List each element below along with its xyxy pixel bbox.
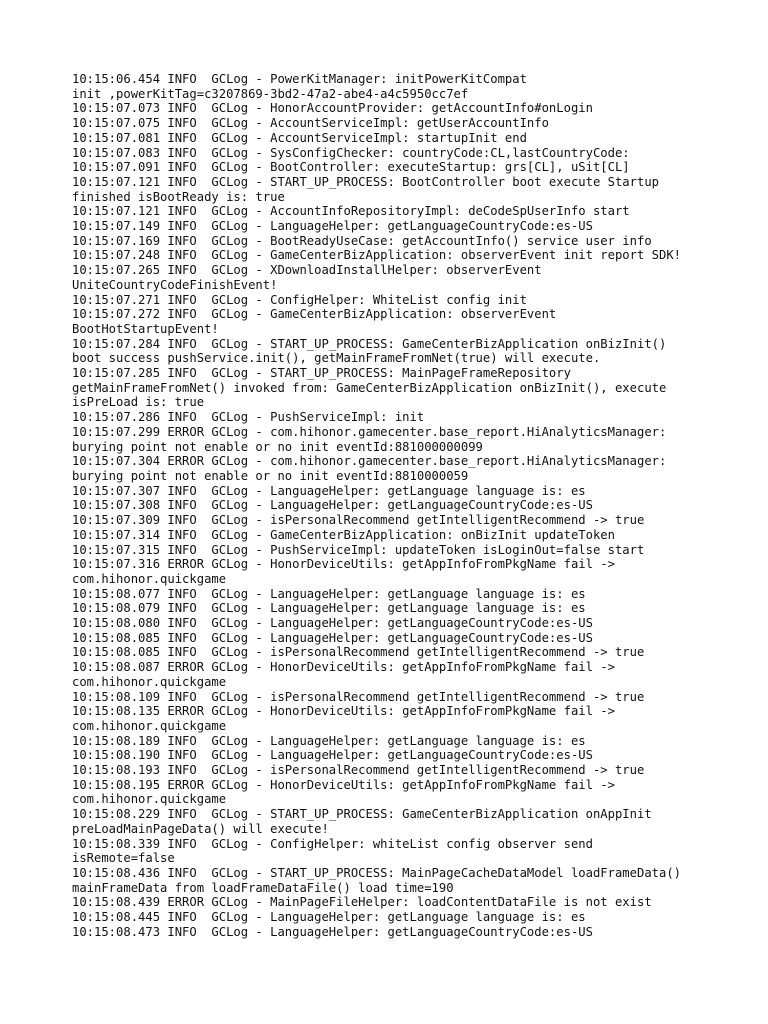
log-line: 10:15:07.314 INFO GCLog - GameCenterBizApplication: onBizInit updateToken bbox=[72, 527, 615, 542]
log-line: UniteCountryCodeFinishEvent! bbox=[72, 277, 278, 292]
log-line: 10:15:07.316 ERROR GCLog - HonorDeviceUtils: getAppInfoFromPkgName fail -> bbox=[72, 557, 615, 572]
log-line: preLoadMainPageData() will execute! bbox=[72, 821, 329, 836]
log-line: 10:15:07.284 INFO GCLog - START_UP_PROCESS: GameCenterBizApplication onBizInit() bbox=[72, 336, 667, 351]
log-line: getMainFrameFromNet() invoked from: GameCenterBizApplication onBizInit(), execute bbox=[72, 380, 667, 395]
log-line: 10:15:07.121 INFO GCLog - AccountInfoRepositoryImpl: deCodeSpUserInfo start bbox=[72, 204, 630, 219]
log-line: 10:15:08.195 ERROR GCLog - HonorDeviceUtils: getAppInfoFromPkgName fail -> bbox=[72, 777, 615, 792]
log-line: 10:15:08.109 INFO GCLog - isPersonalRecommend getIntelligentRecommend -> true bbox=[72, 689, 645, 704]
log-line: isRemote=false bbox=[72, 851, 175, 866]
log-line: 10:15:08.445 INFO GCLog - LanguageHelper: getLanguage language is: es bbox=[72, 910, 586, 925]
log-line: finished isBootReady is: true bbox=[72, 189, 285, 204]
log-line: 10:15:08.080 INFO GCLog - LanguageHelper: getLanguageCountryCode:es-US bbox=[72, 616, 593, 631]
log-document bbox=[72, 72, 712, 939]
log-line: 10:15:08.473 INFO GCLog - LanguageHelper: getLanguageCountryCode:es-US bbox=[72, 924, 593, 939]
log-line: 10:15:07.307 INFO GCLog - LanguageHelper: getLanguage language is: es bbox=[72, 483, 586, 498]
log-line: 10:15:08.190 INFO GCLog - LanguageHelper: getLanguageCountryCode:es-US bbox=[72, 748, 593, 763]
log-line: 10:15:07.083 INFO GCLog - SysConfigChecker: countryCode:CL,lastCountryCode: bbox=[72, 145, 630, 160]
log-line: 10:15:08.135 ERROR GCLog - HonorDeviceUtils: getAppInfoFromPkgName fail -> bbox=[72, 704, 615, 719]
log-line: 10:15:08.436 INFO GCLog - START_UP_PROCESS: MainPageCacheDataModel loadFrameData() bbox=[72, 865, 682, 880]
log-line: 10:15:08.189 INFO GCLog - LanguageHelper: getLanguage language is: es bbox=[72, 733, 586, 748]
log-line: 10:15:07.073 INFO GCLog - HonorAccountProvider: getAccountInfo#onLogin bbox=[72, 101, 593, 116]
log-line: 10:15:07.308 INFO GCLog - LanguageHelper: getLanguageCountryCode:es-US bbox=[72, 498, 593, 513]
log-line: com.hihonor.quickgame bbox=[72, 792, 227, 807]
log-line: burying point not enable or no init eventId:8810000059 bbox=[72, 468, 469, 483]
log-line: com.hihonor.quickgame bbox=[72, 718, 227, 733]
log-line: BootHotStartupEvent! bbox=[72, 321, 219, 336]
log-line: 10:15:08.339 INFO GCLog - ConfigHelper: whiteList config observer send bbox=[72, 836, 593, 851]
log-line: 10:15:07.285 INFO GCLog - START_UP_PROCESS: MainPageFrameRepository bbox=[72, 366, 571, 381]
log-line: 10:15:07.091 INFO GCLog - BootController: executeStartup: grs[CL], uSit[CL] bbox=[72, 160, 630, 175]
log-line: 10:15:08.085 INFO GCLog - LanguageHelper: getLanguageCountryCode:es-US bbox=[72, 630, 593, 645]
log-line: 10:15:08.085 INFO GCLog - isPersonalRecommend getIntelligentRecommend -> true bbox=[72, 645, 645, 660]
log-line: 10:15:07.265 INFO GCLog - XDownloadInstallHelper: observerEvent bbox=[72, 263, 542, 278]
log-line: burying point not enable or no init eventId:881000000099 bbox=[72, 439, 483, 454]
log-line: 10:15:07.169 INFO GCLog - BootReadyUseCase: getAccountInfo() service user info bbox=[72, 233, 652, 248]
log-line: 10:15:07.315 INFO GCLog - PushServiceImpl: updateToken isLoginOut=false start bbox=[72, 542, 645, 557]
log-line: 10:15:07.248 INFO GCLog - GameCenterBizApplication: observerEvent init report SDK! bbox=[72, 248, 682, 263]
log-line: init ,powerKitTag=c3207869-3bd2-47a2-abe4-a4c5950cc7ef bbox=[72, 86, 469, 101]
log-line: 10:15:07.149 INFO GCLog - LanguageHelper: getLanguageCountryCode:es-US bbox=[72, 219, 593, 234]
log-line: 10:15:06.454 INFO GCLog - PowerKitManager: initPowerKitCompat bbox=[72, 72, 527, 86]
log-line: 10:15:07.286 INFO GCLog - PushServiceImpl: init bbox=[72, 410, 425, 425]
log-line: com.hihonor.quickgame bbox=[72, 571, 227, 586]
log-line: 10:15:07.271 INFO GCLog - ConfigHelper: WhiteList config init bbox=[72, 292, 527, 307]
log-line: com.hihonor.quickgame bbox=[72, 674, 227, 689]
log-line: 10:15:08.077 INFO GCLog - LanguageHelper: getLanguage language is: es bbox=[72, 586, 586, 601]
log-line: 10:15:07.075 INFO GCLog - AccountServiceImpl: getUserAccountInfo bbox=[72, 116, 549, 131]
log-line: 10:15:08.079 INFO GCLog - LanguageHelper: getLanguage language is: es bbox=[72, 601, 586, 616]
log-line: isPreLoad is: true bbox=[72, 395, 205, 410]
log-line: 10:15:08.087 ERROR GCLog - HonorDeviceUtils: getAppInfoFromPkgName fail -> bbox=[72, 660, 615, 675]
log-line: 10:15:08.229 INFO GCLog - START_UP_PROCESS: GameCenterBizApplication onAppInit bbox=[72, 807, 652, 822]
log-line: 10:15:07.121 INFO GCLog - START_UP_PROCESS: BootController boot execute Startup bbox=[72, 174, 659, 189]
log-line: boot success pushService.init(), getMainFrameFromNet(true) will execute. bbox=[72, 351, 601, 366]
log-line: 10:15:07.081 INFO GCLog - AccountServiceImpl: startupInit end bbox=[72, 130, 527, 145]
log-line: mainFrameData from loadFrameDataFile() load time=190 bbox=[72, 880, 454, 895]
log-line: 10:15:07.309 INFO GCLog - isPersonalRecommend getIntelligentRecommend -> true bbox=[72, 513, 645, 528]
log-line: 10:15:07.272 INFO GCLog - GameCenterBizApplication: observerEvent bbox=[72, 307, 557, 322]
log-line: 10:15:08.439 ERROR GCLog - MainPageFileHelper: loadContentDataFile is not exist bbox=[72, 895, 652, 910]
log-line: 10:15:07.304 ERROR GCLog - com.hihonor.gamecenter.base_report.HiAnalyticsManager: bbox=[72, 454, 667, 469]
log-line: 10:15:07.299 ERROR GCLog - com.hihonor.gamecenter.base_report.HiAnalyticsManager: bbox=[72, 424, 667, 439]
log-line: 10:15:08.193 INFO GCLog - isPersonalRecommend getIntelligentRecommend -> true bbox=[72, 763, 645, 778]
